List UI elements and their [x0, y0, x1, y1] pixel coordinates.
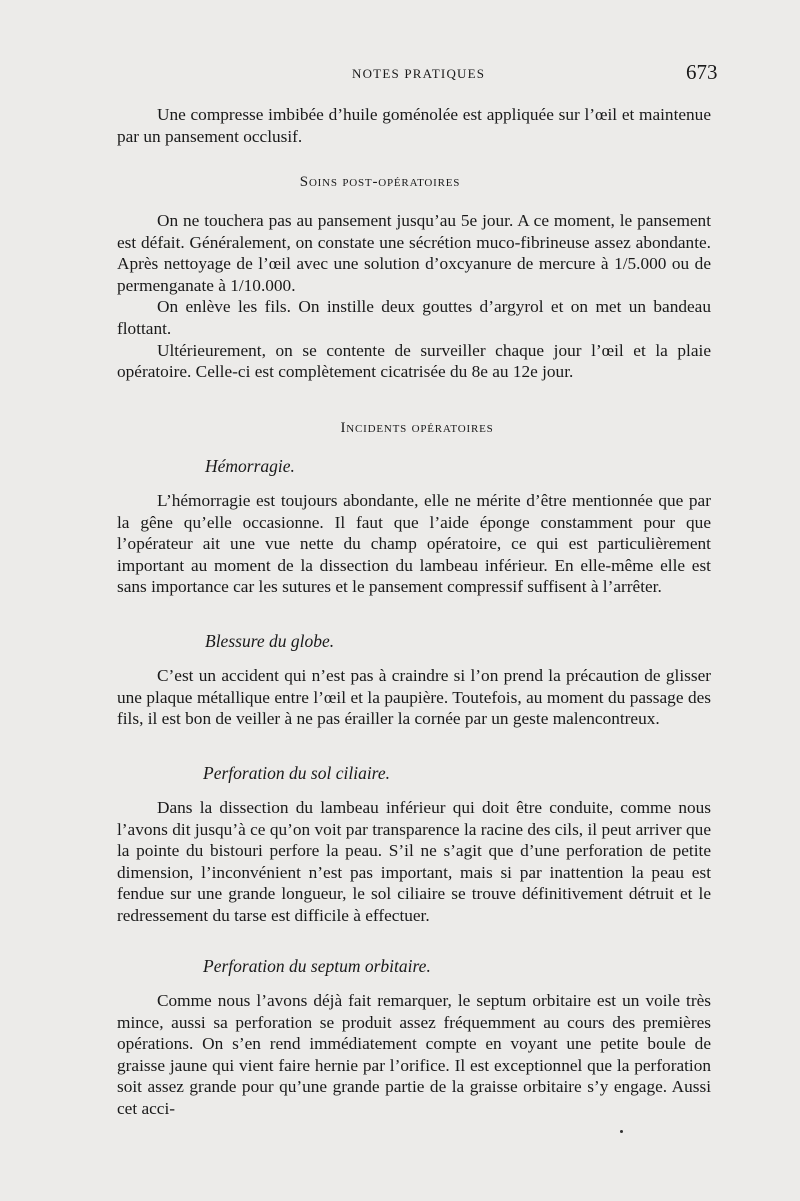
intro-paragraph: Une compresse imbibée d’huile goménolée est appliquée sur l’œil et maintenue par un pansement occlusif. [117, 105, 711, 146]
subheading-hemorragie: Hémorragie. [205, 456, 295, 476]
soins-paragraph-1: On ne touchera pas au pansement jusqu’au 5e jour. A ce moment, le pansement est défait. Généralement, on constate une sécrétion muco-fibrineuse assez abondante. Après nettoyage de l’œil avec une solution d’oxcyanure de mercure à 1/5.000 ou de permenganate à 1/10.000. [117, 211, 711, 295]
intro-block [117, 104, 711, 147]
soins-paragraph-3: Ultérieurement, on se contente de surveiller chaque jour l’œil et la plaie opératoire. Celle-ci est complètement cicatrisée du 8e au 12e jour. [117, 340, 711, 382]
hemorragie-paragraph: L’hémorragie est toujours abondante, elle ne mérite d’être mentionnée que par la gêne qu’elle occasionne. Il faut que l’aide éponge constamment pour que l’opérateur ait une vue nette du champ opératoire, ce qui est particulièrement important au moment de la dissection du lambeau inférieur. En elle-même elle est sans importance car les sutures et le pansement compressif suffisent à l’arrêter. [117, 491, 711, 597]
soins-paragraph-2: On enlève les fils. On instille deux gouttes d’argyrol et on met un bandeau flottant. [117, 297, 711, 338]
hemorragie-block [117, 490, 711, 598]
septum-paragraph: Comme nous l’avons déjà fait remarquer, le septum orbitaire est un voile très mince, aussi sa perforation se produit assez fréquemment au cours des premières opérations. On s’en rend immédiatement compte en voyant une petite boule de graisse jaune qui vient faire hernie par l’orifice. Il est exceptionnel que la perforation soit assez grande pour qu’une grande partie de la graisse orbitaire s’y engage. Aussi cet acci- [117, 991, 711, 1118]
page-number: 673 [686, 60, 718, 84]
sol-ciliaire-block [117, 797, 711, 927]
globe-paragraph: C’est un accident qui n’est pas à craindre si l’on prend la précaution de glisser une plaque métallique entre l’œil et la paupière. Toutefois, au moment du passage des fils, il est bon de veiller à ne pas érailler la cornée par un geste malencontreux. [117, 666, 711, 729]
subheading-globe: Blessure du globe. [205, 631, 335, 651]
section-title-incidents: Incidents opératoires [340, 420, 494, 436]
page-header [0, 60, 800, 90]
sol-ciliaire-paragraph: Dans la dissection du lambeau inférieur qui doit être conduite, comme nous l’avons dit jusqu’à ce qu’on voit par transparence la racine des cils, il peut arriver que la pointe du bistouri perfore la peau. S’il ne s’agit que d’une perforation de petite dimension, l’inconvénient n’est pas important, mais si par inattention la peau est fendue sur une grande longueur, le sol ciliaire se trouve définitivement détruit et le redressement du tarse est difficile à effectuer. [117, 798, 711, 925]
section-title-soins: Soins post-opératoires [299, 174, 461, 190]
subheading-sol-ciliaire: Perforation du sol ciliaire. [203, 763, 390, 783]
print-speck [620, 1130, 623, 1133]
globe-block [117, 665, 711, 730]
running-head: NOTES PRATIQUES [352, 66, 486, 81]
soins-block [117, 210, 711, 383]
septum-block [117, 990, 711, 1120]
subheading-septum: Perforation du septum orbitaire. [203, 956, 431, 976]
